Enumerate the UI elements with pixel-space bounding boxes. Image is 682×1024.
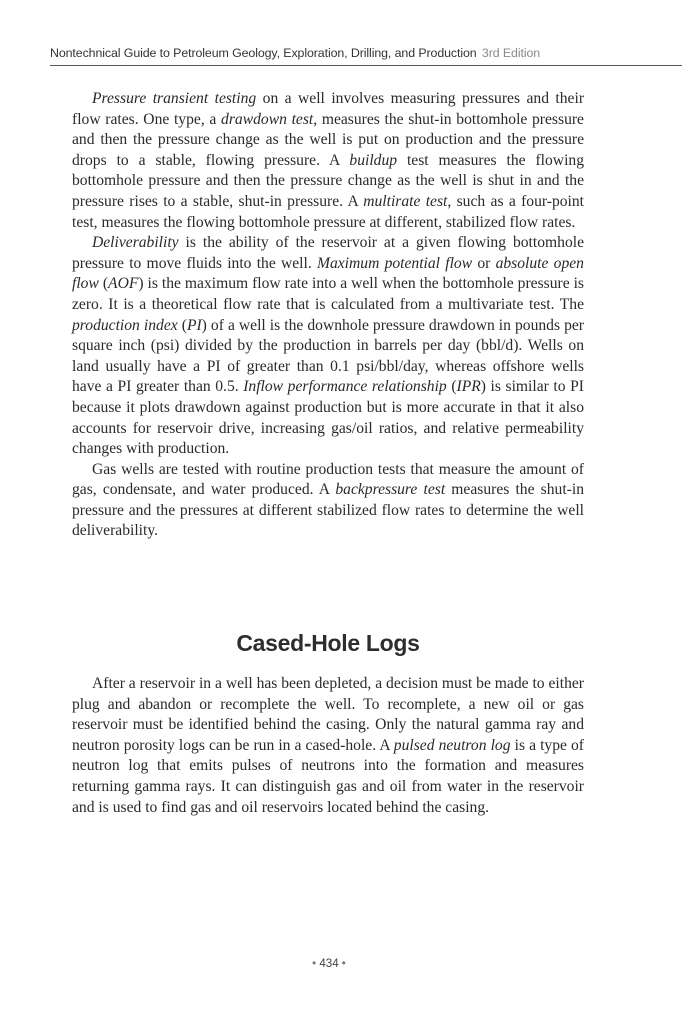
term: Deliverability <box>92 234 179 252</box>
book-title: Nontechnical Guide to Petroleum Geology, Exploration, Drilling, and Production <box>50 46 477 60</box>
page-number-footer <box>0 958 658 970</box>
term: PI <box>186 316 202 334</box>
term: drawdown test <box>221 110 314 128</box>
bullet-left: • <box>312 958 317 970</box>
term: Inflow performance relationship <box>243 378 447 396</box>
term: production index <box>72 316 178 334</box>
section-body <box>72 674 584 818</box>
edition-label: 3rd Edition <box>481 46 541 60</box>
term: multirate test <box>363 192 448 210</box>
paragraph-gas-wells: Gas wells are tested with routine production tests that measure the amount of gas, condensate, and water produced. A backpressure test measures the shut-in pressure and the pressures at different stabilized flow rates to determine the well deliverability. <box>72 460 584 540</box>
page-number: 434 <box>319 958 339 970</box>
bullet-right: • <box>341 958 346 970</box>
term: backpressure test <box>335 481 446 499</box>
term: pulsed neutron log <box>393 736 511 754</box>
header-rule <box>50 65 682 66</box>
term: absolute open flow <box>72 254 584 293</box>
term: IPR <box>456 378 481 396</box>
paragraph-deliverability: Deliverability is the ability of the reservoir at a given flowing bottomhole pressure to move fluids into the well. Maximum potential flow or absolute open flow (AOF) is the maximum flow rate into a well when the bottomhole pressure is zero. It is a theoretical flow rate that is calculated from a multivariate test. The production index (PI) of a well is the downhole pressure drawdown in pounds per square inch (psi) divided by the production in barrels per day (bbl/d). Wells on land usually have a PI of greater than 0.1 psi/bbl/day, whereas offshore wells have a PI greater than 0.5. Inflow performance relationship (IPR) is similar to PI because it plots drawdown against production but is more accurate in that it also accounts for reservoir drive, increasing gas/oil ratios, and relative permeability changes with production. <box>72 234 585 458</box>
term: buildup <box>349 151 398 169</box>
running-head <box>50 46 682 60</box>
paragraph-pressure-transient: Pressure transient testing on a well involves measuring pressures and their flow rates. One type, a drawdown test, measures the shut-in bottomhole pressure and then the pressure change as the well is put on production and the pressure drops to a stable, flowing pressure. A buildup test measures the flowing bottomhole pressure and then the pressure change as the well is shut in and the pressure rises to a stable, shut-in pressure. A multirate test, such as a four-point test, measures the flowing bottomhole pressure at different, stabilized flow rates. <box>72 90 585 231</box>
paragraph-cased-hole: After a reservoir in a well has been depleted, a decision must be made to either plug and abandon or recomplete the well. To recomplete, a new oil or gas reservoir must be identified behind the casing. Only the natural gamma ray and neutron porosity logs can be run in a cased-hole. A pulsed neutron log is a type of neutron log that emits pulses of neutrons into the formation and measures returning gamma rays. It can distinguish gas and oil from water in the reservoir and is used to find gas and oil reservoirs located behind the casing. <box>72 675 584 816</box>
term: Pressure transient testing <box>92 90 257 107</box>
term: Maximum potential flow <box>316 254 473 272</box>
term: AOF <box>108 275 139 293</box>
section-heading: Cased-Hole Logs <box>236 630 420 656</box>
body-text <box>72 89 584 542</box>
